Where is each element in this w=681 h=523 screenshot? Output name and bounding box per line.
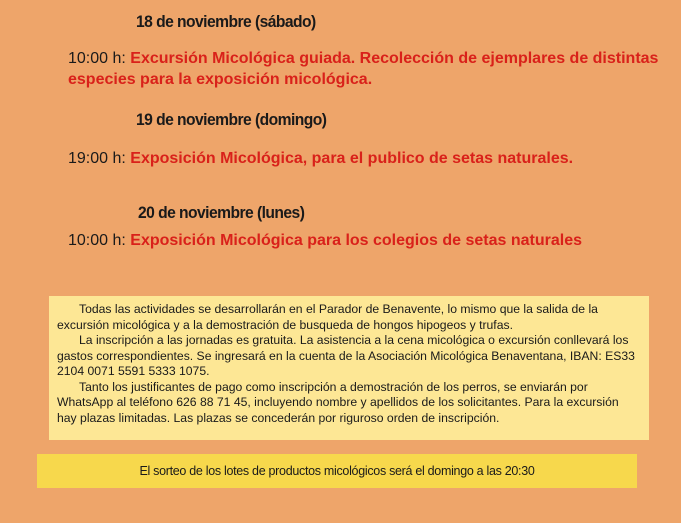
- raffle-banner: [37, 454, 637, 488]
- event-monday: [68, 230, 668, 251]
- event-time: 19:00 h:: [68, 150, 126, 167]
- event-description: Exposición Micológica para los colegios de setas naturales: [130, 232, 582, 249]
- event-description: Excursión Micológica guiada. Recolección de ejemplares de distintas especies para la exposición micológica.: [68, 50, 659, 88]
- event-time: 10:00 h:: [68, 232, 126, 249]
- event-description: Exposición Micológica, para el publico de setas naturales.: [130, 150, 574, 167]
- day-heading-sunday: 19 de noviembre (domingo): [136, 110, 327, 129]
- info-box: [49, 296, 649, 440]
- raffle-text: El sorteo de los lotes de productos micológicos será el domingo a las 20:30: [139, 464, 535, 478]
- event-sunday: [68, 148, 668, 169]
- info-paragraph-registration: La inscripción a las jornadas es gratuita. La asistencia a la cena micológica o excursión conllevará los gastos correspondientes. Se ingresará en la cuenta de la Asociación Micológica Benaventana, IBAN: ES33 2104 0071 5591 5333 1075.: [57, 333, 635, 378]
- event-saturday: [68, 48, 668, 90]
- info-paragraph-whatsapp: Tanto los justificantes de pago como inscripción a demostración de los perros, se enviarán por WhatsApp al teléfono 626 88 71 45, incluyendo nombre y apellidos de los solicitantes. Para la excursión hay plazas limitadas. Las plazas se concederán por riguroso orden de inscripción.: [57, 379, 619, 425]
- info-paragraph-venue: Todas las actividades se desarrollarán en el Parador de Benavente, lo mismo que la salida de la excursión micológica y a la demostración de busqueda de hongos hipogeos y trufas.: [57, 302, 598, 332]
- day-heading-monday: 20 de noviembre (lunes): [138, 203, 305, 222]
- event-time: 10:00 h:: [68, 50, 126, 67]
- day-heading-saturday: 18 de noviembre (sábado): [136, 12, 316, 31]
